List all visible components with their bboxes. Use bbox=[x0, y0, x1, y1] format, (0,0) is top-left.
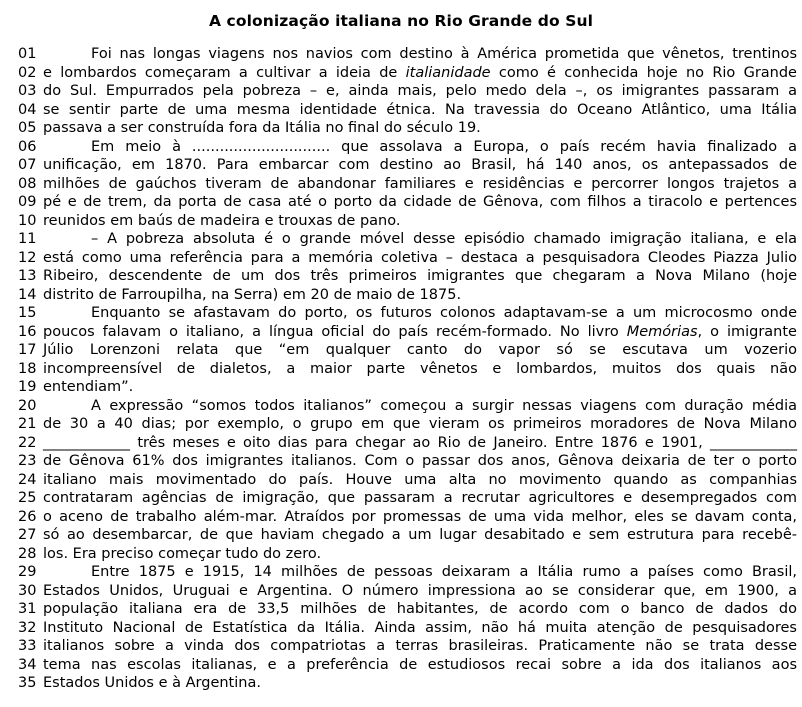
text-row bbox=[18, 45, 797, 64]
text-row bbox=[18, 341, 797, 360]
text-segment: entendiam”. bbox=[43, 379, 134, 395]
line-number: 31 bbox=[18, 601, 37, 617]
text-row bbox=[18, 452, 797, 471]
line-number: 01 bbox=[18, 46, 37, 62]
text-line bbox=[43, 175, 797, 194]
text-row bbox=[18, 489, 797, 508]
text-line bbox=[43, 397, 797, 416]
text-segment: Instituto Nacional de Estatística da Itália. Ainda assim, não há muita atenção de pesquisadores bbox=[43, 619, 797, 636]
text-body bbox=[0, 45, 802, 693]
text-segment: está como uma referência para a memória coletiva – destaca a pesquisadora Cleodes Piazza Julio bbox=[43, 249, 797, 266]
text-segment: distrito de Farroupilha, na Serra) em 20 de maio de 1875. bbox=[43, 286, 462, 303]
line-number: 22 bbox=[18, 434, 37, 451]
text-row bbox=[18, 582, 797, 601]
line-number: 08 bbox=[18, 175, 37, 192]
text-row bbox=[18, 563, 797, 582]
text-segment: de Gênova 61% dos imigrantes italianos. Com o passar dos anos, Gênova deixaria de ter o porto bbox=[43, 453, 797, 469]
text-segment: reunidos em baús de madeira e trouxas de pano. bbox=[43, 212, 401, 229]
text-segment: milhões de gaúchos tiveram de abandonar familiares e residências e percorrer longos trajetos a bbox=[43, 175, 797, 192]
line-number: 30 bbox=[18, 582, 37, 599]
line-number: 09 bbox=[18, 194, 37, 210]
text-row bbox=[18, 212, 797, 231]
line-number: 29 bbox=[18, 564, 37, 580]
text-segment: e lombardos começaram a cultivar a ideia de bbox=[43, 64, 406, 81]
text-row bbox=[18, 267, 797, 286]
line-number: 13 bbox=[18, 268, 37, 284]
text-line bbox=[43, 304, 797, 323]
text-line bbox=[43, 341, 797, 360]
text-segment: A expressão “somos todos italianos” começou a surgir nessas viagens com duração média bbox=[91, 397, 797, 414]
line-number: 21 bbox=[18, 416, 37, 432]
text-segment: passava a ser construída fora da Itália no final do século 19. bbox=[43, 120, 481, 136]
line-number: 11 bbox=[18, 231, 37, 247]
text-line bbox=[43, 101, 797, 120]
text-line bbox=[43, 489, 797, 508]
text-segment: do Sul. Empurrados pela pobreza – e, ainda mais, pelo medo dela –, os imigrantes passaram a bbox=[43, 83, 797, 99]
text-line bbox=[43, 563, 797, 582]
text-row bbox=[18, 434, 797, 453]
text-segment: los. Era preciso começar tudo do zero. bbox=[43, 545, 322, 562]
text-line bbox=[43, 545, 797, 564]
text-line bbox=[43, 82, 797, 101]
text-line bbox=[43, 286, 797, 305]
text-line bbox=[43, 212, 797, 231]
text-row bbox=[18, 656, 797, 675]
text-row bbox=[18, 193, 797, 212]
italic-text-segment: Memórias bbox=[626, 323, 698, 340]
text-row bbox=[18, 323, 797, 342]
text-row bbox=[18, 156, 797, 175]
line-number: 18 bbox=[18, 360, 37, 377]
text-row bbox=[18, 674, 797, 693]
text-line bbox=[43, 600, 797, 619]
text-line bbox=[43, 156, 797, 175]
text-row bbox=[18, 64, 797, 83]
text-line bbox=[43, 119, 797, 138]
text-line bbox=[43, 193, 797, 212]
line-number: 28 bbox=[18, 545, 37, 562]
text-row bbox=[18, 175, 797, 194]
text-line bbox=[43, 45, 797, 64]
text-segment: , o imigrante bbox=[697, 323, 797, 340]
text-segment: unificação, em 1870. Para embarcar com destino ao Brasil, há 140 anos, os antepassados de bbox=[43, 157, 797, 173]
text-segment: como é conhecida hoje no Rio Grande bbox=[490, 64, 797, 81]
text-segment: – A pobreza absoluta é o grande móvel desse episódio chamado imigração italiana, e ela bbox=[91, 231, 797, 247]
text-segment: só ao desembarcar, de que haviam chegado a um lugar desabitado e sem estrutura para recebê- bbox=[43, 527, 797, 543]
text-row bbox=[18, 397, 797, 416]
text-segment: Enquanto se afastavam do porto, os futuros colonos adaptavam-se a um microcosmo onde bbox=[91, 305, 797, 321]
text-line bbox=[43, 360, 797, 379]
line-number: 34 bbox=[18, 656, 37, 673]
text-row bbox=[18, 508, 797, 527]
line-number: 26 bbox=[18, 508, 37, 525]
text-segment: poucos falavam o italiano, a língua oficial do país recém-formado. No livro bbox=[43, 323, 627, 340]
text-segment: Entre 1875 e 1915, 14 milhões de pessoas deixaram a Itália rumo a países como Brasil, bbox=[91, 564, 797, 580]
text-line bbox=[43, 452, 797, 471]
text-segment: contrataram agências de imigração, que passaram a recrutar agricultores e desempregados com bbox=[43, 490, 797, 506]
text-segment: população italiana era de 33,5 milhões de habitantes, de acordo com o banco de dados do bbox=[43, 601, 797, 617]
line-number: 07 bbox=[18, 157, 37, 173]
italic-text-segment: italianidade bbox=[405, 64, 491, 81]
text-row bbox=[18, 101, 797, 120]
text-line bbox=[43, 526, 797, 545]
text-line bbox=[43, 249, 797, 268]
text-row bbox=[18, 415, 797, 434]
text-segment: tema nas escolas italianas, e a preferência de estudiosos recai sobre a ida dos italianos aos bbox=[43, 656, 797, 673]
text-row bbox=[18, 119, 797, 138]
text-segment: incompreensível de dialetos, a maior parte vênetos e lombardos, muitos dos quais não bbox=[43, 360, 797, 377]
text-row bbox=[18, 526, 797, 545]
text-row bbox=[18, 545, 797, 564]
text-line bbox=[43, 619, 797, 638]
line-number: 10 bbox=[18, 212, 37, 229]
text-row bbox=[18, 82, 797, 101]
line-number: 20 bbox=[18, 397, 37, 414]
text-line bbox=[43, 267, 797, 286]
text-segment: Júlio Lorenzoni relata que “em qualquer canto do vapor só se escutava um vozerio bbox=[43, 342, 797, 358]
text-line bbox=[43, 637, 797, 656]
text-row bbox=[18, 637, 797, 656]
line-number: 27 bbox=[18, 527, 37, 543]
text-row bbox=[18, 360, 797, 379]
text-line bbox=[43, 323, 797, 342]
line-number: 15 bbox=[18, 305, 37, 321]
text-line bbox=[43, 434, 797, 453]
line-number: 04 bbox=[18, 101, 37, 118]
line-number: 12 bbox=[18, 249, 37, 266]
text-segment: Foi nas longas viagens nos navios com destino à América prometida que vênetos, trentinos bbox=[91, 46, 797, 62]
line-number: 24 bbox=[18, 471, 37, 488]
text-segment: Ribeiro, descendente de um dos três primeiros imigrantes que chegaram a Nova Milano (hoje bbox=[43, 268, 797, 284]
line-number: 03 bbox=[18, 83, 37, 99]
text-line bbox=[43, 656, 797, 675]
text-line bbox=[43, 471, 797, 490]
line-number: 05 bbox=[18, 120, 37, 136]
line-number: 19 bbox=[18, 379, 37, 395]
text-line bbox=[43, 378, 797, 397]
text-row bbox=[18, 286, 797, 305]
text-segment: Estados Unidos, Uruguai e Argentina. O número impressiona ao se considerar que, em 1900, a bbox=[43, 582, 797, 599]
text-segment: Em meio à .............................. que assolava a Europa, o país recém havia finalizado a bbox=[91, 138, 797, 155]
text-line bbox=[43, 674, 797, 693]
text-row bbox=[18, 600, 797, 619]
line-number: 02 bbox=[18, 64, 37, 81]
line-number: 33 bbox=[18, 638, 37, 654]
line-number: 35 bbox=[18, 675, 37, 691]
text-segment: pé e de trem, da porta de casa até o porto da cidade de Gênova, com filhos a tiracolo e pertences bbox=[43, 194, 797, 210]
text-row bbox=[18, 249, 797, 268]
text-line bbox=[43, 138, 797, 157]
text-row bbox=[18, 138, 797, 157]
text-row bbox=[18, 304, 797, 323]
line-number: 06 bbox=[18, 138, 37, 155]
text-row bbox=[18, 378, 797, 397]
text-segment: de 30 a 40 dias; por exemplo, o grupo em que vieram os primeiros moradores de Nova Milano bbox=[43, 416, 797, 432]
text-row bbox=[18, 619, 797, 638]
line-number: 23 bbox=[18, 453, 37, 469]
line-number: 32 bbox=[18, 619, 37, 636]
text-row bbox=[18, 471, 797, 490]
line-number: 14 bbox=[18, 286, 37, 303]
text-segment: Estados Unidos e à Argentina. bbox=[43, 675, 261, 691]
text-line bbox=[43, 582, 797, 601]
line-number: 25 bbox=[18, 490, 37, 506]
line-number: 16 bbox=[18, 323, 37, 340]
text-row bbox=[18, 230, 797, 249]
text-segment: se sentir parte de uma mesma identidade étnica. Na travessia do Oceano Atlântico, uma Itália bbox=[43, 101, 797, 118]
text-line bbox=[43, 415, 797, 434]
text-line bbox=[43, 230, 797, 249]
text-segment: italiano mais movimentado do país. Houve uma alta no movimento quando as companhias bbox=[43, 471, 797, 488]
line-number: 17 bbox=[18, 342, 37, 358]
text-segment: ____________ três meses e oito dias para chegar ao Rio de Janeiro. Entre 1876 e 1901, ____________ bbox=[43, 434, 797, 451]
page-title: A colonização italiana no Rio Grande do Sul bbox=[208, 12, 594, 30]
text-line bbox=[43, 508, 797, 527]
text-line bbox=[43, 64, 797, 83]
text-segment: o aceno de trabalho além-mar. Atraídos por promessas de uma vida melhor, eles se davam conta, bbox=[43, 508, 797, 525]
text-segment: italianos sobre a vinda dos compatriotas a terras brasileiras. Praticamente não se trata desse bbox=[43, 638, 797, 654]
